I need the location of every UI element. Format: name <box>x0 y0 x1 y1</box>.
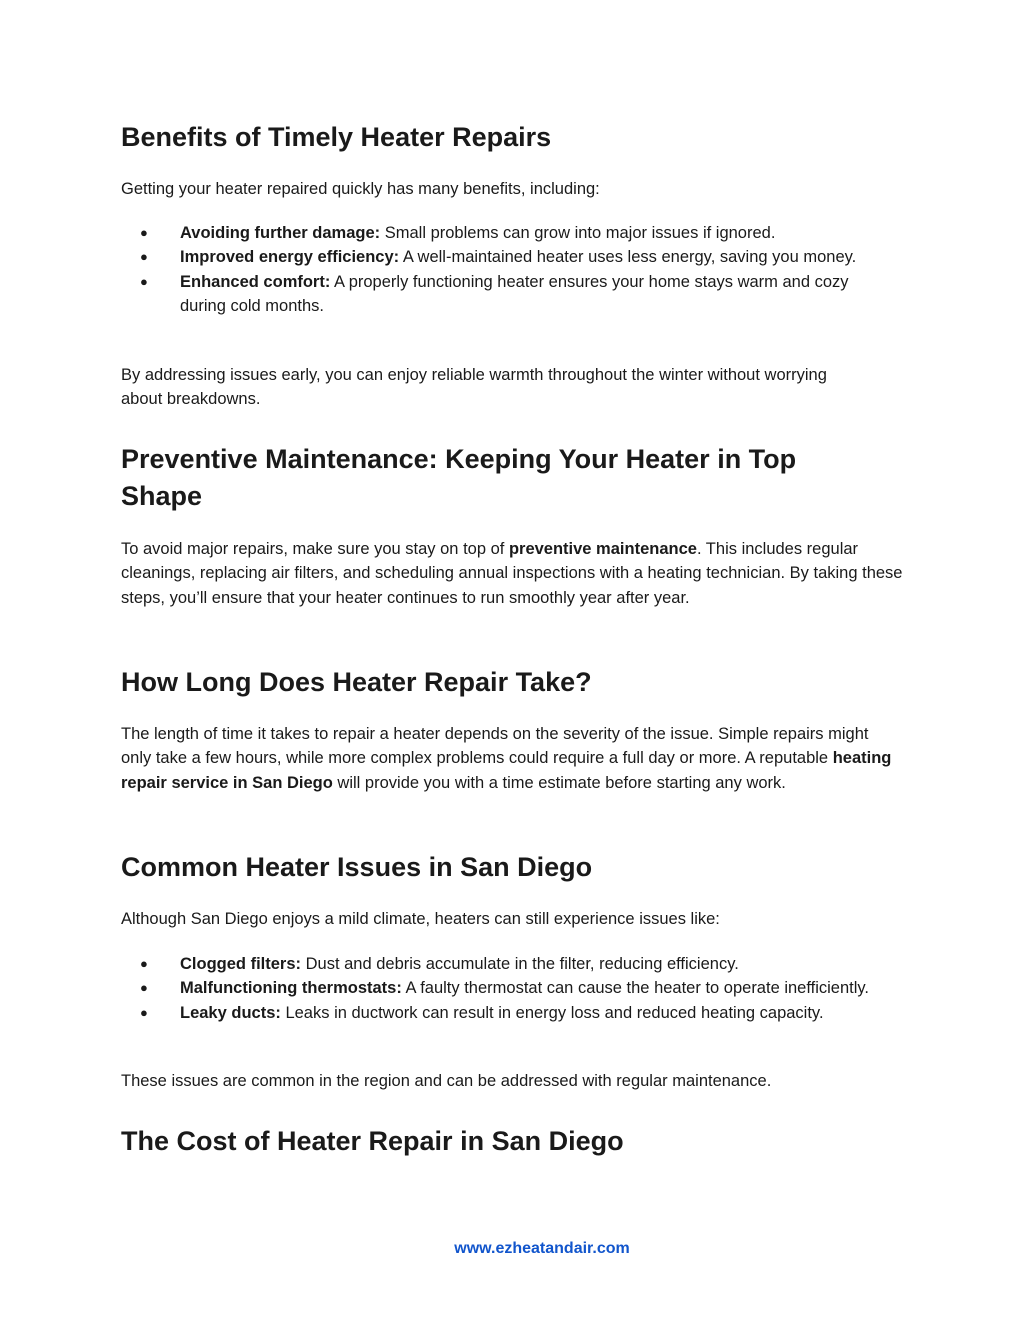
preventive-bold-term: preventive maintenance <box>508 540 697 558</box>
list-item-term: Malfunctioning thermostats: <box>180 979 402 998</box>
benefits-list <box>121 221 911 318</box>
bullet-icon: ● <box>140 249 148 265</box>
list-item <box>121 952 911 976</box>
heading-benefits: Benefits of Timely Heater Repairs <box>121 122 552 152</box>
list-item <box>121 245 911 269</box>
duration-text-after: will provide you with a time estimate before starting any work. <box>332 773 786 792</box>
benefits-outro: By addressing issues early, you can enjoy reliable warmth throughout the winter without worrying about breakdowns. <box>121 366 827 409</box>
duration-paragraph <box>121 722 901 795</box>
preventive-text-after: . This includes regular cleanings, replacing air filters, and scheduling annual inspections with a heating technician. By taking these steps, you’ll ensure that your heater continues to run smoothly year after year. <box>121 540 903 607</box>
bullet-icon: ● <box>140 980 148 996</box>
list-item-term: Enhanced comfort: <box>180 272 331 291</box>
preventive-text-before: To avoid major repairs, make sure you stay on top of <box>121 540 509 558</box>
list-item-text: A well-maintained heater uses less energy, saving you money. <box>399 248 857 267</box>
benefits-intro: Getting your heater repaired quickly has many benefits, including: <box>121 180 600 198</box>
duration-text-before: The length of time it takes to repair a heater depends on the severity of the issue. Simple repairs might only take a few hours, while more complex problems could require a full day or more. A reputable <box>121 725 869 768</box>
list-item-text: Dust and debris accumulate in the filter, reducing efficiency. <box>301 955 739 973</box>
heading-common-issues: Common Heater Issues in San Diego <box>121 852 593 882</box>
preventive-paragraph <box>121 537 911 610</box>
heading-repair-duration: How Long Does Heater Repair Take? <box>121 667 592 697</box>
duration-bold-term: heating repair service in San Diego <box>121 749 892 792</box>
bullet-icon: ● <box>140 225 148 240</box>
list-item-text: A properly functioning heater ensures your home stays warm and cozy during cold months. <box>180 272 849 315</box>
bullet-icon: ● <box>140 956 148 971</box>
list-item-term: Improved energy efficiency: <box>180 248 400 267</box>
list-item-term: Clogged filters: <box>180 955 302 973</box>
footer-website-link[interactable]: www.ezheatandair.com <box>454 1240 630 1257</box>
list-item-text: Small problems can grow into major issues if ignored. <box>380 224 776 242</box>
list-item-term: Avoiding further damage: <box>180 224 381 242</box>
issues-list <box>121 952 911 1025</box>
heading-repair-cost: The Cost of Heater Repair in San Diego <box>121 1126 624 1156</box>
list-item <box>121 976 911 1000</box>
bullet-icon: ● <box>140 273 148 289</box>
list-item <box>121 1001 911 1025</box>
list-item-term: Leaky ducts: <box>180 1003 281 1022</box>
list-item-text: A faulty thermostat can cause the heater to operate inefficiently. <box>401 979 870 998</box>
issues-intro: Although San Diego enjoys a mild climate, heaters can still experience issues like: <box>121 910 720 928</box>
issues-outro: These issues are common in the region and can be addressed with regular maintenance. <box>121 1072 772 1090</box>
list-item-text: Leaks in ductwork can result in energy loss and reduced heating capacity. <box>280 1003 824 1022</box>
bullet-icon: ● <box>140 1004 148 1020</box>
list-item <box>121 270 911 319</box>
list-item <box>121 221 911 245</box>
heading-preventive-maintenance: Preventive Maintenance: Keeping Your Heater in Top Shape <box>121 444 797 511</box>
